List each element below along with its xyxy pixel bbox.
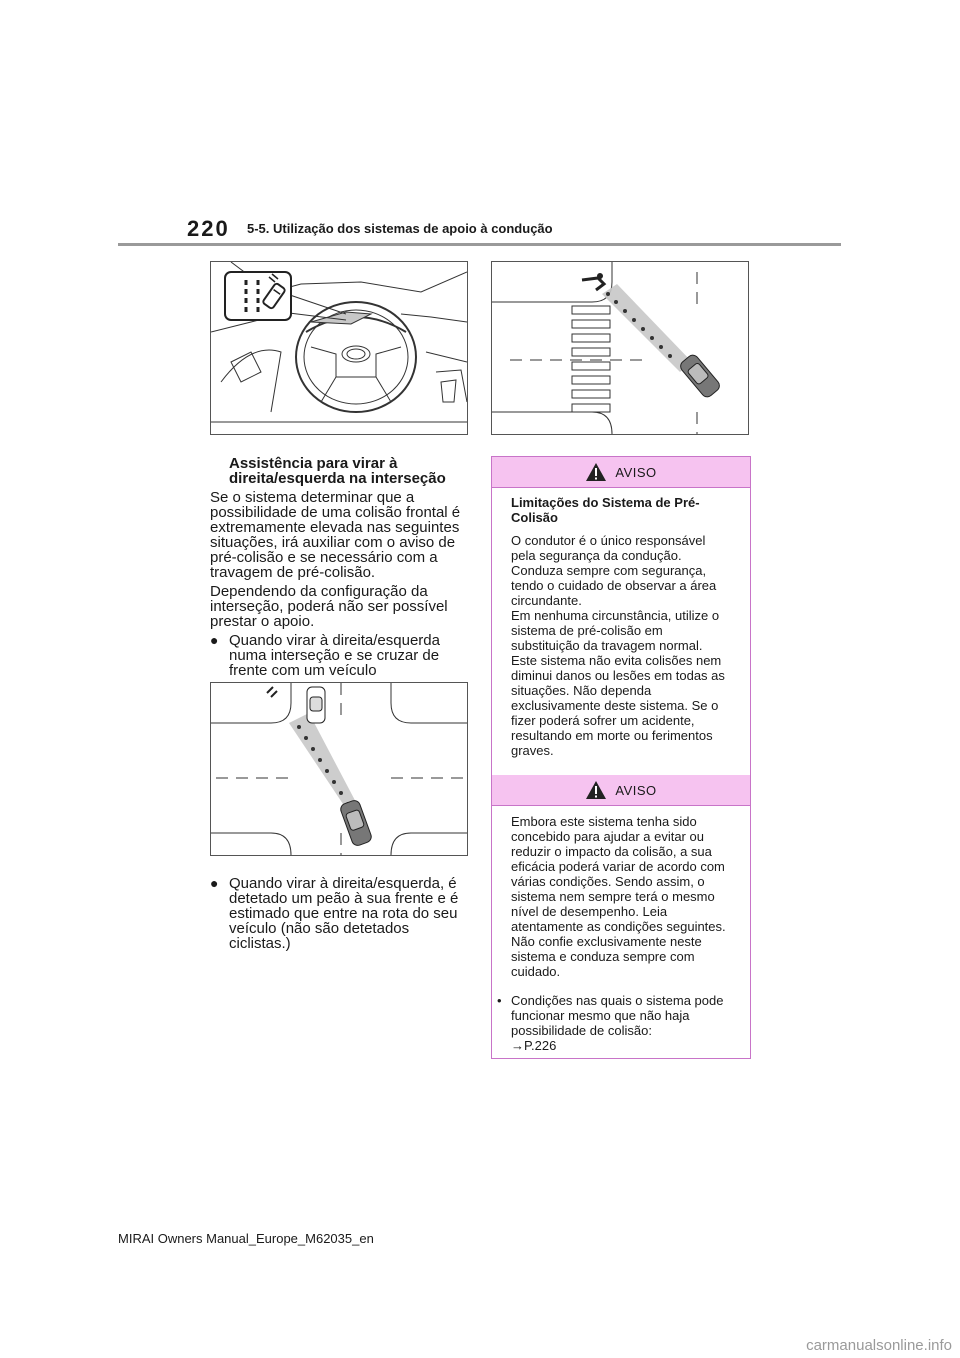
warning-list-item	[497, 993, 731, 1053]
page-reference-link[interactable]: →P.226	[511, 1038, 557, 1053]
bullet-text: Quando virar à direita/esquerda numa interseção e se cruzar de frente com um veículo	[229, 632, 440, 679]
bullet-text: Quando virar à direita/esquerda, é detetado um peão à sua frente e é estimado que entre na rota do seu veículo (não são detetados ciclistas.)	[229, 875, 459, 952]
warning-body	[492, 806, 750, 1061]
dashboard-illustration	[210, 261, 468, 435]
dashboard-drawing	[211, 262, 467, 434]
page-number: 220	[187, 216, 230, 241]
bullet-item-pedestrian	[210, 876, 468, 951]
list-dot-icon: •	[497, 993, 502, 1008]
warning-box-limitations	[491, 456, 751, 776]
pedestrian-crossing-drawing	[492, 262, 748, 434]
subsection-heading: Assistência para virar à direita/esquerda na interseção	[229, 455, 446, 487]
oncoming-vehicle-drawing	[211, 683, 467, 855]
body-paragraph-2: Dependendo da configuração da interseção, poderá não ser possível prestar o apoio.	[210, 583, 448, 630]
warning-header	[492, 775, 750, 806]
body-paragraph-1: Se o sistema determinar que a possibilidade de uma colisão frontal é extremamente elevada nas seguintes situações, irá auxiliar com o aviso de pré-colisão e se necessário com a travagem de pré-colisão.	[210, 489, 461, 581]
warning-body	[492, 488, 750, 774]
warning-triangle-icon	[585, 462, 607, 482]
warning-title: Limitações do Sistema de Pré-Colisão	[511, 495, 700, 525]
oncoming-vehicle-illustration	[210, 682, 468, 856]
bullet-icon: ●	[210, 632, 219, 648]
warning-text-2: Em nenhuma circunstância, utilize o sistema de pré-colisão em substituição da travagem normal. Este sistema não evita colisões nem diminui danos ou lesões em todas as situações. Não dependa exclusivamente deste sistema. Se o fizer poderá sofrer um acidente, resultando em morte ou ferimentos graves.	[511, 608, 725, 758]
warning-header	[492, 457, 750, 488]
left-text-block-2	[210, 876, 468, 951]
watermark: carmanualsonline.info	[806, 1337, 952, 1354]
header-rule	[118, 243, 841, 246]
warning-triangle-icon	[585, 780, 607, 800]
bullet-item-oncoming-vehicle	[210, 633, 468, 678]
footer-manual-id: MIRAI Owners Manual_Europe_M62035_en	[118, 1231, 374, 1246]
pedestrian-crossing-illustration	[491, 261, 749, 435]
warning-label: AVISO	[615, 464, 657, 480]
warning-text: O condutor é o único responsável pela segurança da condução. Conduza sempre com segurança, tendo o cuidado de observar a área circundante.	[511, 533, 717, 608]
bullet-icon: ●	[210, 875, 219, 891]
list-item-text: Condições nas quais o sistema pode funcionar mesmo que não haja possibilidade de colisão:	[511, 993, 724, 1038]
section-title: 5-5. Utilização dos sistemas de apoio à condução	[247, 221, 553, 236]
warning-box-effectiveness	[491, 775, 751, 1059]
warning-text: Embora este sistema tenha sido concebido para ajudar a evitar ou reduzir o impacto da colisão, a sua eficácia poderá variar de acordo com várias condições. Sendo assim, o sistema nem sempre terá o mesmo nível de desempenho. Leia atentamente as condições seguintes. Não confie exclusivamente neste sistema e conduza sempre com cuidado.	[511, 814, 726, 979]
left-text-block-1	[210, 456, 468, 678]
warning-label: AVISO	[615, 782, 657, 798]
